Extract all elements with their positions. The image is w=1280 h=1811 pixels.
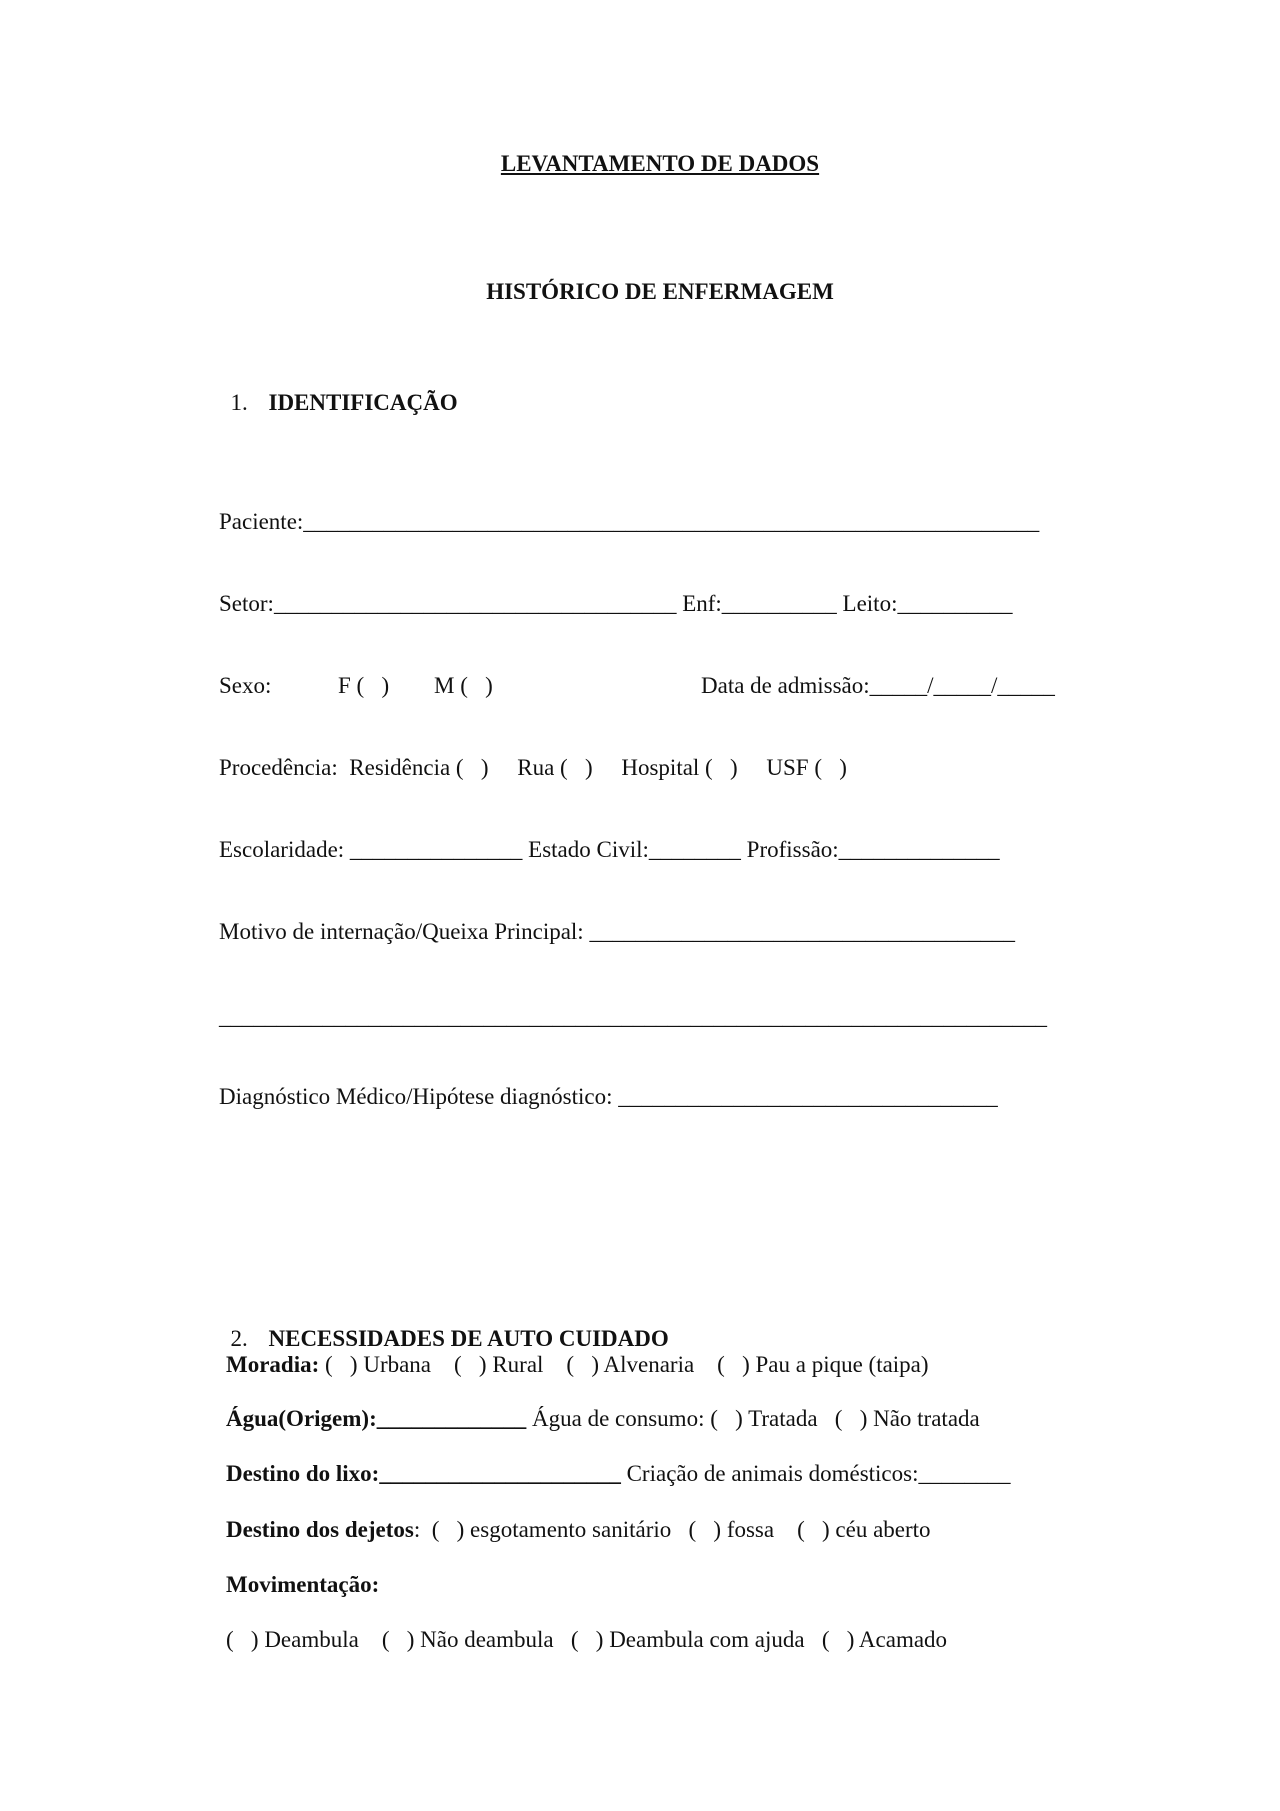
sexo-label: Sexo: (219, 673, 272, 698)
destino-lixo-field[interactable]: Destino do lixo:_____________________ (226, 1461, 621, 1486)
section-1-title: IDENTIFICAÇÃO (268, 390, 458, 415)
sexo-f-checkbox[interactable]: F ( ) (338, 673, 390, 698)
document-title: LEVANTAMENTO DE DADOS (500, 151, 820, 176)
agua-consumo-options[interactable]: Água de consumo: ( ) Tratada ( ) Não tratada (526, 1406, 980, 1431)
diagnostico-field[interactable]: Diagnóstico Médico/Hipótese diagnóstico: _________________________________ (219, 1084, 998, 1109)
movimentacao-label: Movimentação: (226, 1572, 380, 1597)
animais-domesticos-field[interactable]: Criação de animais domésticos:________ (620, 1461, 1011, 1486)
motivo-internacao-field[interactable]: Motivo de internação/Queixa Principal: _____________________________________ (219, 919, 1015, 944)
destino-dejetos-options[interactable]: : ( ) esgotamento sanitário ( ) fossa ( ) céu aberto (413, 1517, 931, 1542)
data-admissao-field[interactable]: Data de admissão:_____/_____/_____ (701, 673, 1055, 698)
section-2-number: 2. (230, 1326, 248, 1351)
moradia-row[interactable] (226, 1353, 929, 1376)
sexo-m-checkbox[interactable]: M ( ) (434, 673, 493, 698)
destino-dejetos-label: Destino dos dejetos (226, 1517, 414, 1542)
section-1-heading (219, 368, 458, 414)
moradia-options[interactable]: ( ) Urbana ( ) Rural ( ) Alvenaria ( ) Pau a pique (taipa) (319, 1352, 929, 1377)
setor-enf-leito-field[interactable]: Setor:___________________________________ Enf:__________ Leito:__________ (219, 591, 1013, 616)
section-2-title: NECESSIDADES DE AUTO CUIDADO (268, 1326, 669, 1351)
section-1-number: 1. (230, 390, 248, 415)
document-subtitle: HISTÓRICO DE ENFERMAGEM (486, 279, 834, 304)
procedencia-options[interactable]: Procedência: Residência ( ) Rua ( ) Hospital ( ) USF ( ) (219, 755, 847, 780)
escolaridade-estado-civil-profissao-field[interactable]: Escolaridade: _______________ Estado Civil:________ Profissão:______________ (219, 837, 1000, 862)
agua-row[interactable] (226, 1407, 980, 1430)
agua-origem-field[interactable]: Água(Origem):_____________ (226, 1406, 527, 1431)
motivo-internacao-continuation[interactable]: ________________________________________________________________________ (219, 1004, 1047, 1029)
paciente-field[interactable]: Paciente:________________________________________________________________ (219, 509, 1040, 534)
moradia-label: Moradia: (226, 1352, 320, 1377)
section-2-heading (219, 1304, 669, 1350)
dejetos-row[interactable] (226, 1518, 931, 1541)
lixo-row[interactable] (226, 1462, 1011, 1485)
movimentacao-options[interactable]: ( ) Deambula ( ) Não deambula ( ) Deambula com ajuda ( ) Acamado (226, 1627, 948, 1652)
